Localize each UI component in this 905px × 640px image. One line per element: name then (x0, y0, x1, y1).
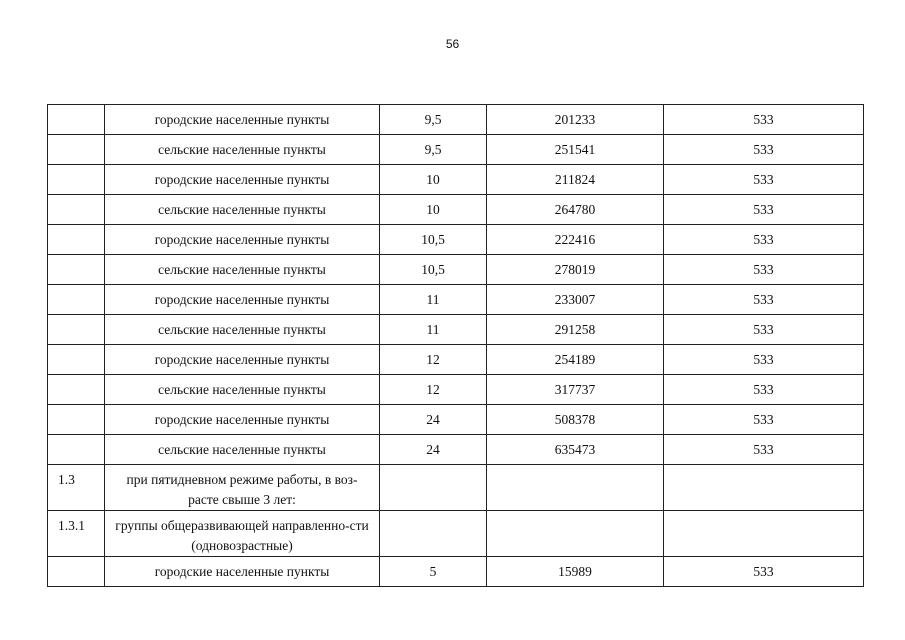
table-row (48, 315, 864, 345)
cost-cell: 264780 (487, 195, 664, 225)
hours-cell: 10 (380, 195, 487, 225)
table-row (48, 465, 864, 511)
hours-cell: 24 (380, 435, 487, 465)
cost-cell: 251541 (487, 135, 664, 165)
row-name-cell: сельские населенные пункты (105, 195, 380, 225)
row-number-cell: 1.3 (48, 465, 105, 511)
row-name-cell: сельские населенные пункты (105, 135, 380, 165)
row-name-cell: городские населенные пункты (105, 225, 380, 255)
hours-cell: 10 (380, 165, 487, 195)
row-number-cell (48, 195, 105, 225)
row-number-cell: 1.3.1 (48, 511, 105, 557)
cost-cell: 278019 (487, 255, 664, 285)
row-name-cell: сельские населенные пункты (105, 435, 380, 465)
code-cell: 533 (664, 315, 864, 345)
code-cell (664, 465, 864, 511)
table-row (48, 255, 864, 285)
row-number-cell (48, 557, 105, 587)
cost-cell: 635473 (487, 435, 664, 465)
data-table (47, 104, 864, 587)
code-cell: 533 (664, 557, 864, 587)
cost-cell: 317737 (487, 375, 664, 405)
hours-cell: 9,5 (380, 105, 487, 135)
row-name-cell: сельские населенные пункты (105, 315, 380, 345)
row-name-cell: городские населенные пункты (105, 345, 380, 375)
cost-cell: 222416 (487, 225, 664, 255)
row-number-cell (48, 255, 105, 285)
cost-cell (487, 511, 664, 557)
table-row (48, 135, 864, 165)
code-cell: 533 (664, 255, 864, 285)
code-cell: 533 (664, 135, 864, 165)
row-name-cell: сельские населенные пункты (105, 375, 380, 405)
hours-cell (380, 511, 487, 557)
hours-cell: 11 (380, 315, 487, 345)
table-body (48, 105, 864, 587)
row-number-cell (48, 225, 105, 255)
code-cell: 533 (664, 375, 864, 405)
row-name-cell: городские населенные пункты (105, 165, 380, 195)
hours-cell: 9,5 (380, 135, 487, 165)
code-cell: 533 (664, 285, 864, 315)
table-row (48, 225, 864, 255)
row-name-cell: при пятидневном режиме работы, в воз-расте свыше 3 лет: (105, 465, 380, 511)
cost-cell: 233007 (487, 285, 664, 315)
row-number-cell (48, 165, 105, 195)
row-name-cell: городские населенные пункты (105, 105, 380, 135)
code-cell: 533 (664, 105, 864, 135)
cost-cell: 15989 (487, 557, 664, 587)
row-number-cell (48, 345, 105, 375)
table-row (48, 375, 864, 405)
hours-cell: 5 (380, 557, 487, 587)
code-cell: 533 (664, 225, 864, 255)
cost-cell: 211824 (487, 165, 664, 195)
hours-cell (380, 465, 487, 511)
hours-cell: 11 (380, 285, 487, 315)
cost-cell: 201233 (487, 105, 664, 135)
table-row (48, 557, 864, 587)
table-row (48, 435, 864, 465)
row-name-cell: городские населенные пункты (105, 557, 380, 587)
table-row (48, 105, 864, 135)
cost-cell: 291258 (487, 315, 664, 345)
code-cell: 533 (664, 405, 864, 435)
hours-cell: 10,5 (380, 255, 487, 285)
hours-cell: 24 (380, 405, 487, 435)
row-name-cell: городские населенные пункты (105, 285, 380, 315)
row-name-cell: сельские населенные пункты (105, 255, 380, 285)
row-number-cell (48, 375, 105, 405)
table-row (48, 195, 864, 225)
cost-cell (487, 465, 664, 511)
row-number-cell (48, 135, 105, 165)
cost-cell: 508378 (487, 405, 664, 435)
hours-cell: 12 (380, 345, 487, 375)
code-cell: 533 (664, 345, 864, 375)
table-row (48, 345, 864, 375)
row-name-cell: городские населенные пункты (105, 405, 380, 435)
code-cell: 533 (664, 195, 864, 225)
table-row (48, 285, 864, 315)
hours-cell: 10,5 (380, 225, 487, 255)
row-number-cell (48, 405, 105, 435)
row-number-cell (48, 105, 105, 135)
table-row (48, 405, 864, 435)
table-row (48, 165, 864, 195)
code-cell (664, 511, 864, 557)
row-number-cell (48, 285, 105, 315)
hours-cell: 12 (380, 375, 487, 405)
cost-cell: 254189 (487, 345, 664, 375)
table-row (48, 511, 864, 557)
row-number-cell (48, 435, 105, 465)
row-name-cell: группы общеразвивающей направленно-сти (одновозрастные) (105, 511, 380, 557)
code-cell: 533 (664, 435, 864, 465)
page-number: 56 (445, 37, 460, 51)
row-number-cell (48, 315, 105, 345)
code-cell: 533 (664, 165, 864, 195)
